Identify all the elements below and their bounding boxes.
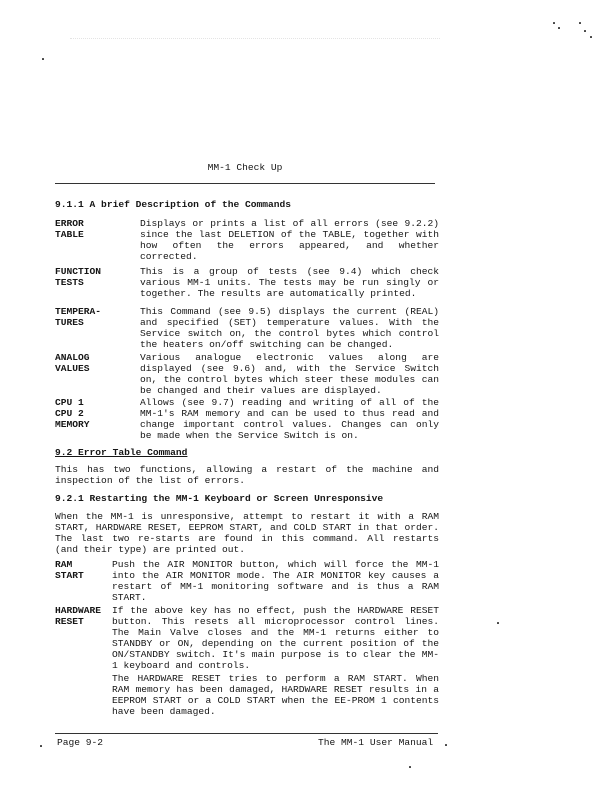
restart-term-ram-start: RAM START: [55, 559, 84, 581]
scan-speck: [445, 744, 447, 746]
command-term-error-table: ERROR TABLE: [55, 218, 84, 240]
command-term-cpu-memory: CPU 1 CPU 2 MEMORY: [55, 397, 90, 430]
hardware-reset-followup: The HARDWARE RESET tries to perform a RAM START. When RAM memory has been damaged, HARDWARE RESET results in a EEPROM START or a COLD START when the EE-PROM 1 contents have been damaged.: [112, 673, 439, 717]
command-desc-analog-values: Various analogue electronic values along are displayed (see 9.6) and, with the Service Switch on, the control bytes which steer these modules can be changed and their values are displayed.: [140, 352, 439, 396]
footer-rule: [55, 733, 438, 734]
section-911-heading: 9.1.1 A brief Description of the Commands: [55, 199, 292, 210]
scan-speck: [558, 27, 560, 29]
scan-speck: [409, 766, 411, 768]
command-desc-function-tests: This is a group of tests (see 9.4) which check various MM-1 units. The tests may be run singly or together. The results are automatically printed.: [140, 266, 439, 299]
command-term-function-tests: FUNCTION TESTS: [55, 266, 102, 288]
header-rule: [55, 183, 435, 184]
restart-desc-ram-start: Push the AIR MONITOR button, which will force the MM-1 into the AIR MONITOR mode. The AIR MONITOR key causes a restart of MM-1 monitoring software and is thus a RAM START.: [112, 559, 439, 603]
command-desc-cpu-memory: Allows (see 9.7) reading and writing of all of the MM-1's RAM memory and can be used to thus read and change important control values. Changes can only be made when the Service Switch is on.: [140, 397, 439, 441]
scan-speck: [553, 22, 555, 24]
command-desc-error-table: Displays or prints a list of all errors (see 9.2.2) since the last DELETION of the TABLE, together with how often the errors appeared, and whether corrected.: [140, 218, 439, 262]
scan-artifact-line: [70, 38, 440, 39]
page-title: MM-1 Check Up: [207, 162, 283, 173]
section-92-body: This has two functions, allowing a restart of the machine and inspection of the list of errors.: [55, 464, 439, 486]
scan-speck: [40, 745, 42, 747]
command-term-temperatures: TEMPERA- TURES: [55, 306, 102, 328]
scan-speck: [42, 58, 44, 60]
section-92-heading: 9.2 Error Table Command: [55, 447, 188, 458]
command-desc-temperatures: This Command (see 9.5) displays the current (REAL) and specified (SET) temperature values. With the Service switch on, the control bytes which control the heaters on/off switching can be changed.: [140, 306, 439, 350]
restart-term-hardware-reset: HARDWARE RESET: [55, 605, 102, 627]
scan-speck: [579, 22, 581, 24]
scan-speck: [590, 36, 592, 38]
footer-page-number: Page 9-2: [57, 737, 104, 748]
scan-speck: [584, 30, 586, 32]
scan-speck: [497, 622, 499, 624]
section-921-heading: 9.2.1 Restarting the MM-1 Keyboard or Screen Unresponsive: [55, 493, 384, 504]
restart-desc-hardware-reset: If the above key has no effect, push the HARDWARE RESET button. This resets all microprocessor control lines. The Main Valve closes and the MM-1 returns either to STANDBY or ON, depending on the current position of the ON/STANDBY switch. It's main purpose is to clear the MM-1 keyboard and controls.: [112, 605, 439, 671]
footer-manual-title: The MM-1 User Manual: [318, 737, 434, 748]
command-term-analog-values: ANALOG VALUES: [55, 352, 90, 374]
section-921-intro: When the MM-1 is unresponsive, attempt to restart it with a RAM START, HARDWARE RESET, EEPROM START, and COLD START in that order. The last two re-starts are found in this command. All restarts (and their type) are printed out.: [55, 511, 439, 555]
